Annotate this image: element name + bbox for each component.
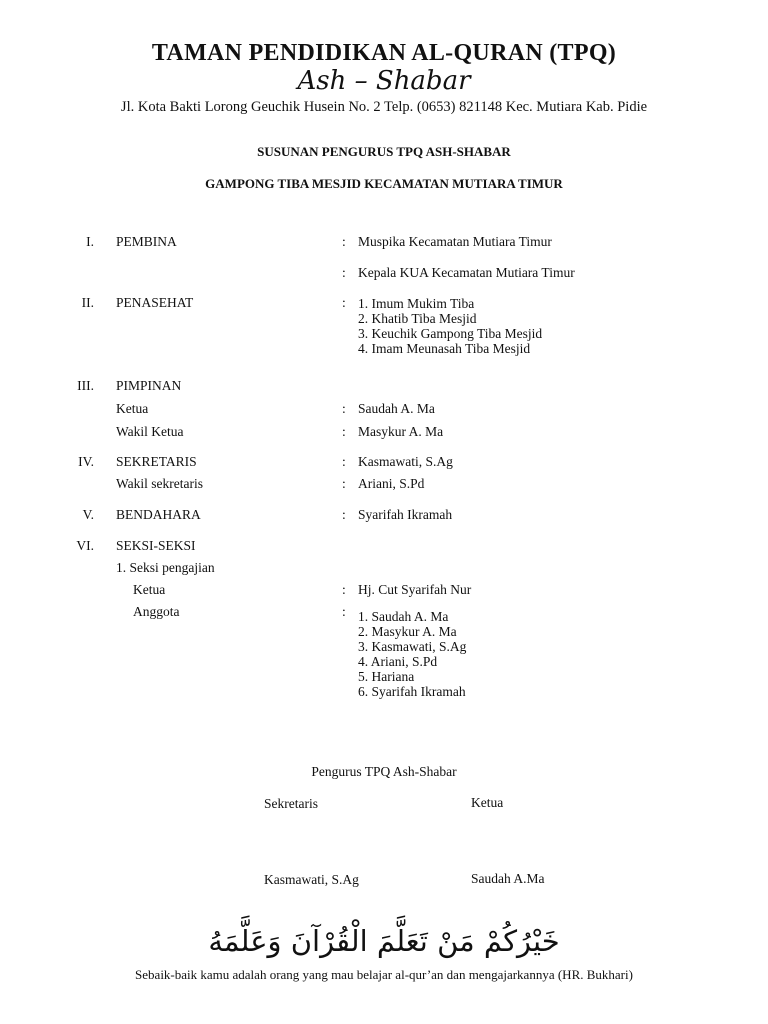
heading-location: GAMPONG TIBA MESJID KECAMATAN MUTIARA TIMUR bbox=[205, 176, 563, 191]
signature-left-name: Kasmawati, S.Ag bbox=[264, 872, 359, 887]
signature-org: Pengurus TPQ Ash-Shabar bbox=[311, 764, 457, 779]
value-seksi-ketua: Hj. Cut Syarifah Nur bbox=[358, 582, 472, 597]
numeral-penasehat: II. bbox=[81, 295, 94, 310]
list-penasehat bbox=[358, 296, 542, 356]
address-line: Jl. Kota Bakti Lorong Geuchik Husein No. 2 Telp. (0653) 821148 Kec. Mutiara Kab. Pidie bbox=[120, 99, 648, 115]
list-item: 2. Khatib Tiba Mesjid bbox=[358, 311, 477, 326]
list-item: 1. Imum Mukim Tiba bbox=[358, 296, 475, 311]
document-title: TAMAN PENDIDIKAN AL-QURAN (TPQ) bbox=[151, 40, 617, 66]
label-seksi-ketua: Ketua bbox=[133, 582, 166, 597]
label-pimpinan: PIMPINAN bbox=[116, 378, 182, 393]
value-wakil-sekretaris: Ariani, S.Pd bbox=[358, 476, 425, 491]
colon: : bbox=[342, 295, 346, 310]
heading-structure: SUSUNAN PENGURUS TPQ ASH-SHABAR bbox=[257, 144, 511, 159]
numeral-pimpinan: III. bbox=[77, 378, 94, 393]
value-pembina-2: Kepala KUA Kecamatan Mutiara Timur bbox=[358, 265, 575, 280]
list-item: 3. Keuchik Gampong Tiba Mesjid bbox=[358, 326, 543, 341]
colon: : bbox=[342, 604, 346, 619]
list-item: 6. Syarifah Ikramah bbox=[358, 684, 466, 699]
hadith-translation: Sebaik-baik kamu adalah orang yang mau belajar al-qur’an dan mengajarkannya (HR. Bukhari) bbox=[135, 967, 633, 982]
colon: : bbox=[342, 507, 346, 522]
list-item: 2. Masykur A. Ma bbox=[358, 624, 457, 639]
document-subtitle: Ash – Shabar bbox=[297, 66, 471, 96]
label-pembina: PEMBINA bbox=[116, 234, 177, 249]
label-seksi: SEKSI-SEKSI bbox=[116, 538, 196, 553]
list-anggota bbox=[358, 609, 466, 699]
value-sekretaris: Kasmawati, S.Ag bbox=[358, 454, 453, 469]
list-item: 4. Imam Meunasah Tiba Mesjid bbox=[358, 341, 531, 356]
colon: : bbox=[342, 265, 346, 280]
arabic-hadith: خَيْرُكُمْ مَنْ تَعَلَّمَ الْقُرْآنَ وَعَلَّمَهُ bbox=[208, 924, 560, 958]
value-ketua: Saudah A. Ma bbox=[358, 401, 435, 416]
signature-right-name: Saudah A.Ma bbox=[471, 871, 545, 886]
label-anggota: Anggota bbox=[133, 604, 180, 619]
value-pembina-1: Muspika Kecamatan Mutiara Timur bbox=[358, 234, 552, 249]
signature-left-role: Sekretaris bbox=[264, 796, 318, 811]
label-seksi-pengajian: 1. Seksi pengajian bbox=[116, 560, 215, 575]
list-item: 1. Saudah A. Ma bbox=[358, 609, 449, 624]
label-ketua: Ketua bbox=[116, 401, 149, 416]
value-wakil-ketua: Masykur A. Ma bbox=[358, 424, 444, 439]
numeral-bendahara: V. bbox=[82, 507, 94, 522]
signature-right-role: Ketua bbox=[471, 795, 504, 810]
colon: : bbox=[342, 234, 346, 249]
numeral-seksi: VI. bbox=[76, 538, 94, 553]
label-wakil-ketua: Wakil Ketua bbox=[116, 424, 184, 439]
list-item: 4. Ariani, S.Pd bbox=[358, 654, 438, 669]
list-item: 5. Hariana bbox=[358, 669, 415, 684]
colon: : bbox=[342, 454, 346, 469]
numeral-sekretaris: IV. bbox=[78, 454, 94, 469]
colon: : bbox=[342, 476, 346, 491]
value-bendahara: Syarifah Ikramah bbox=[358, 507, 453, 522]
label-bendahara: BENDAHARA bbox=[116, 507, 201, 522]
colon: : bbox=[342, 401, 346, 416]
label-sekretaris: SEKRETARIS bbox=[116, 454, 197, 469]
colon: : bbox=[342, 424, 346, 439]
colon: : bbox=[342, 582, 346, 597]
label-wakil-sekretaris: Wakil sekretaris bbox=[116, 476, 204, 491]
label-penasehat: PENASEHAT bbox=[116, 295, 194, 310]
list-item: 3. Kasmawati, S.Ag bbox=[358, 639, 467, 654]
numeral-pembina: I. bbox=[86, 234, 94, 249]
